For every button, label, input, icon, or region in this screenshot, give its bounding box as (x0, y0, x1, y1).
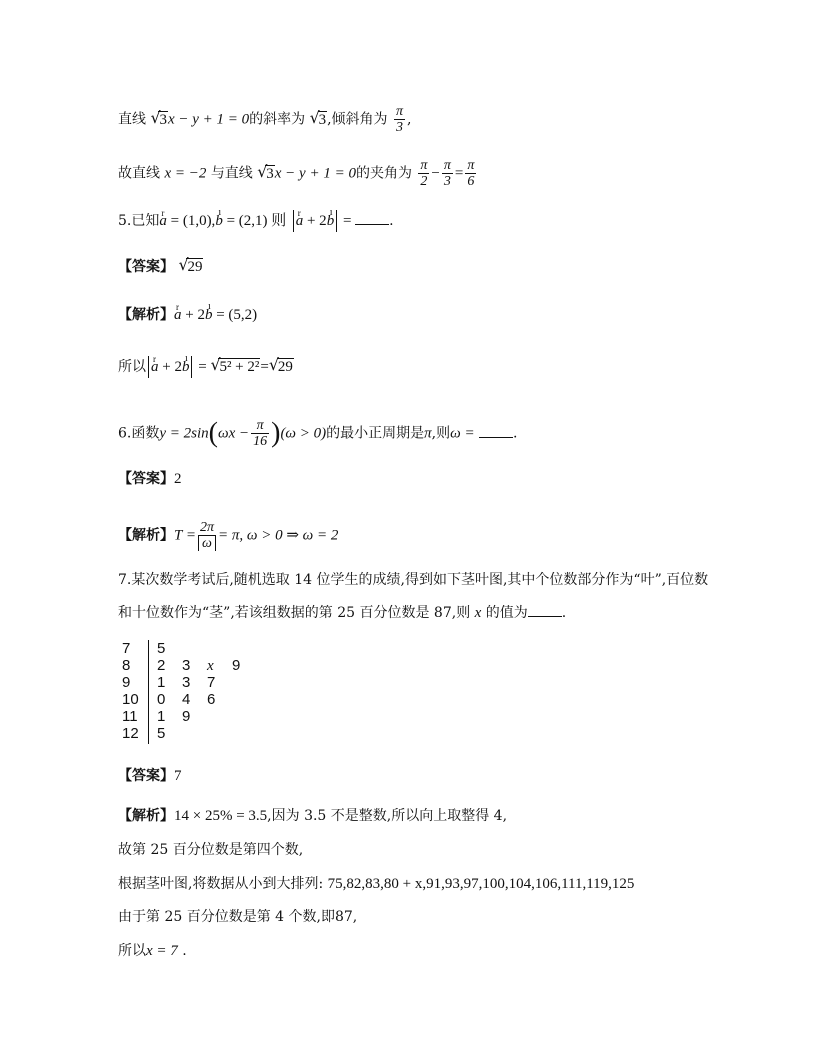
sqrt-expr: √ 5² + 2² (210, 355, 260, 375)
sqrt-3: √ 3 (257, 161, 274, 182)
leaf: 5 (157, 640, 166, 657)
fraction: $\frac{\pi}{6}$ (467, 158, 475, 189)
answer-tag: 【答案】 (118, 768, 174, 784)
text: 故直线 (118, 165, 160, 182)
text: 直线 (118, 111, 146, 128)
leaf: 7 (207, 674, 216, 691)
answer-6: 【答案】2 (118, 471, 182, 487)
fraction: $\frac{\pi}{2}$ (420, 158, 428, 189)
text: 的夹角为 (355, 165, 412, 182)
explanation-tag: 【解析】 (118, 808, 174, 824)
explanation-7d: 由于第 25 百分位数是第 4 个数,即87, (118, 909, 358, 925)
sqrt-29: √ 29 (268, 355, 293, 375)
answer-tag: 【答案】 (118, 471, 174, 487)
answer-blank (528, 602, 562, 617)
fraction-2pi-omega: $\frac{2\pi}{\omega}$ (199, 520, 214, 551)
equation: x − y + 1 = 0 (167, 111, 250, 128)
sqrt-3: √ 3 (309, 107, 327, 128)
abs-bar (336, 210, 337, 232)
question-7-line2: 和十位数作为“茎”,若该组数据的第 25 百分位数是 87,则 x 的值为 . (118, 602, 566, 623)
explanation-tag: 【解析】 (118, 307, 174, 323)
explanation-7: 【解析】14 × 25% = 3.5,因为 3.5 不是整数,所以向上取整得 4, (118, 808, 508, 824)
explanation-5b: 所以r a + 2ı b = √ 5² + 2²= √ 29 (118, 356, 294, 378)
line-angle: 故直线 x = −2 与直线 √ 3x − y + 1 = 0的夹角为 $\frac{\pi}{2}$ − $\frac{\pi}{3}$ = $\frac{\pi}{6}$ (118, 158, 475, 189)
leaf: 4 (182, 691, 191, 708)
stem: 10 (122, 691, 139, 708)
stem: 8 (122, 657, 131, 674)
stem: 9 (122, 674, 131, 691)
vector-a: r a (159, 213, 167, 229)
question-text: 5.已知 (118, 213, 160, 229)
vector-b: ı b (215, 213, 223, 229)
leaves (157, 708, 207, 725)
question-7-line1 (118, 570, 708, 590)
leaves (157, 674, 232, 691)
text: 的斜率为 (249, 111, 306, 128)
leaf: 1 (157, 674, 166, 691)
leaves (157, 691, 232, 708)
explanation-5: 【解析】r a + 2ı b = (5,2) (118, 305, 257, 325)
leaves (157, 640, 182, 657)
answer-blank (355, 210, 389, 225)
fraction-pi-16: $\frac{\pi}{16}$ (253, 418, 268, 449)
equation: x = −2 (164, 165, 207, 182)
explanation-tag: 【解析】 (118, 527, 174, 544)
equation: x − y + 1 = 0 (274, 165, 356, 182)
stem: 7 (122, 640, 131, 657)
leaf: x (207, 658, 214, 674)
text: 所以 (118, 359, 146, 375)
leaf: 2 (157, 657, 166, 674)
question-text: 和十位数作为“茎”,若该组数据的第 25 百分位数是 87,则 (118, 605, 471, 621)
question-6: 6.函数y = 2sin(ωx − $\frac{\pi}{16}$ )(ω > 0)的最小正周期是π,则ω = . (118, 417, 518, 449)
stem: 11 (122, 708, 138, 725)
leaf: 9 (182, 708, 191, 725)
stem: 12 (122, 725, 139, 742)
answer-5 (118, 257, 203, 277)
answer-tag: 【答案】 (118, 259, 174, 275)
leaf: 3 (182, 674, 191, 691)
explanation-7b: 故第 25 百分位数是第四个数, (118, 842, 304, 858)
sqrt-29: √ 29 (178, 255, 203, 275)
leaf: 6 (207, 691, 216, 708)
text: ,倾斜角为 (327, 111, 388, 128)
leaf: 0 (157, 691, 166, 708)
answer-7: 【答案】7 (118, 768, 182, 784)
explanation-7c: 根据茎叶图,将数据从小到大排列: 75,82,83,80 + x,91,93,97,100,104,106,111,119,125 (118, 876, 635, 892)
text: 与直线 (210, 165, 253, 182)
explanation-6: 【解析】T = $\frac{2\pi}{\omega}$ = π, ω > 0 ⇒ ω = 2 (118, 520, 339, 551)
leaf: 3 (182, 657, 191, 674)
question-text: 7.某次数学考试后,随机选取 14 位学生的成绩,得到如下茎叶图,其中个位数部分作为“叶”,百位数 (118, 572, 709, 588)
leaf: 5 (157, 725, 166, 742)
line-slope: 直线 √ 3x − y + 1 = 0的斜率为 √ 3,倾斜角为 $\frac{\pi}{3}$ , (118, 104, 412, 135)
sqrt-3: √ 3 (150, 107, 167, 128)
leaf: 1 (157, 708, 166, 725)
fraction-pi-3: $\frac{\pi}{3}$ (396, 104, 404, 135)
leaf: 9 (232, 657, 241, 674)
stem-leaf-divider (148, 640, 149, 744)
leaves (157, 725, 182, 742)
explanation-7e: 所以x = 7 . (118, 943, 187, 959)
leaves (157, 657, 257, 675)
answer-blank (479, 423, 513, 438)
question-5: 5.已知r a = (1,0),ı b = (2,1) 则 r a + 2ı b = . (118, 210, 394, 232)
fraction: $\frac{\pi}{3}$ (443, 158, 451, 189)
question-text: 6.函数 (118, 425, 160, 442)
abs-bar (293, 210, 294, 232)
